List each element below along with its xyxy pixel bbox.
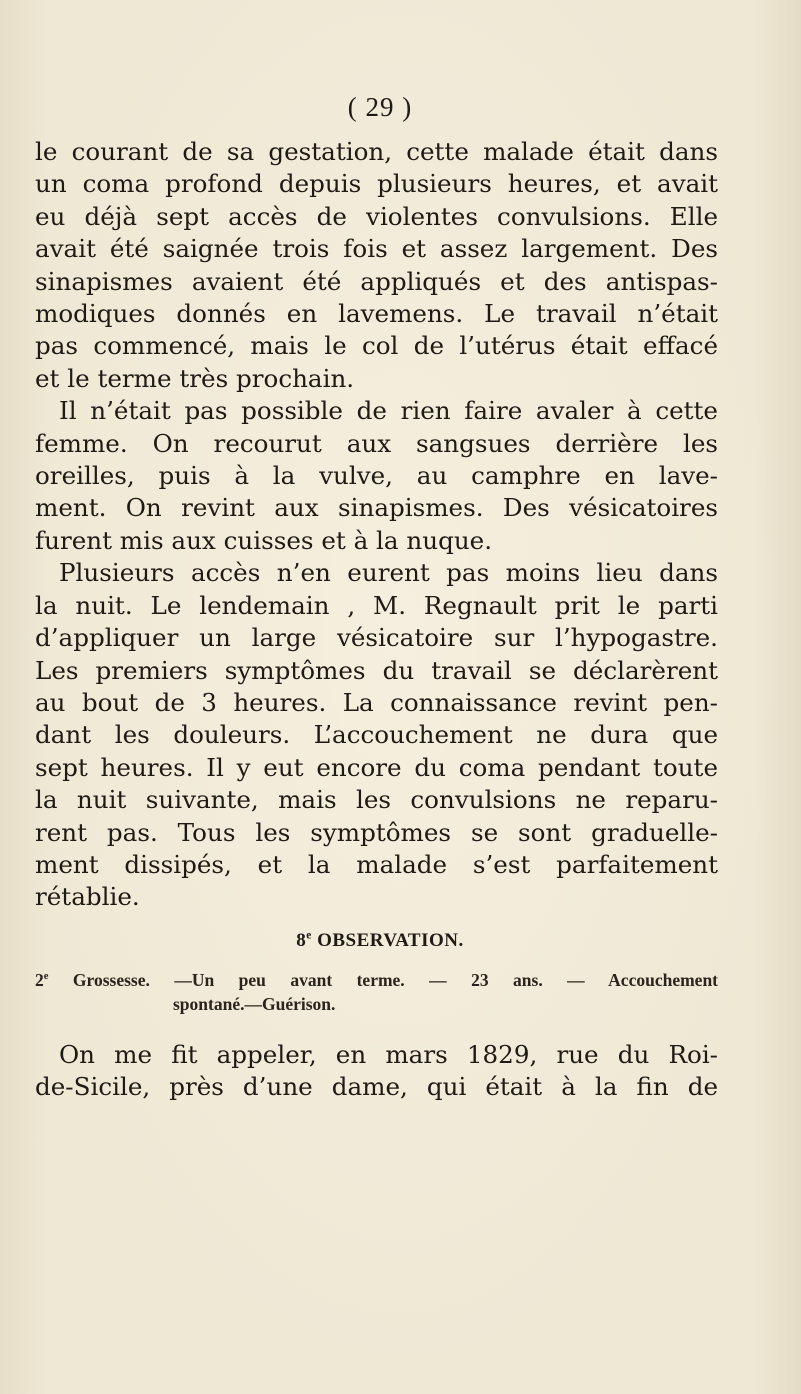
text-line: sinapismes avaient été appliqués et des antispas- <box>35 266 718 296</box>
observation-summary <box>35 968 718 1016</box>
observation-title: OBSERVATION. <box>317 930 464 951</box>
text-line: rent pas. Tous les symptômes se sont graduelle- <box>35 817 718 847</box>
text-line: la nuit suivante, mais les convulsions ne reparu- <box>35 785 718 815</box>
summary-line-1 <box>35 968 718 992</box>
summary-text-1: Grossesse. —Un peu avant terme. — 23 ans. — Accouchement <box>72 970 719 990</box>
body-text <box>35 136 718 914</box>
text-line: eu déjà sept accès de violentes convulsions. Elle <box>35 201 718 231</box>
paragraph-1 <box>35 136 718 395</box>
text-line: ment. On revint aux sinapismes. Des vésicatoires <box>35 493 718 523</box>
summary-number-suffix: e <box>43 971 49 983</box>
text-line: au bout de 3 heures. La connaissance revint pen- <box>35 687 718 717</box>
text-line: Les premiers symptômes du travail se déclarèrent <box>35 655 718 685</box>
text-line: de-Sicile, près d’une dame, qui était à la fin de <box>35 1072 718 1102</box>
paragraph-3 <box>35 557 718 913</box>
text-line: avait été saignée trois fois et assez largement. Des <box>35 234 718 264</box>
text-line: dant les douleurs. L’accouchement ne dura que <box>35 720 718 750</box>
text-line: oreilles, puis à la vulve, au camphre en lave- <box>35 461 718 491</box>
text-line: un coma profond depuis plusieurs heures, et avait <box>35 169 718 199</box>
text-line: modiques donnés en lavemens. Le travail n’était <box>35 299 718 329</box>
text-line: ment dissipés, et la malade s’est parfaitement <box>35 849 718 879</box>
text-line: pas commencé, mais le col de l’utérus était effacé <box>35 331 718 361</box>
observation-heading <box>0 930 760 952</box>
text-line: le courant de sa gestation, cette malade était dans <box>35 137 718 166</box>
observation-number: 8 <box>296 930 307 951</box>
text-line: Plusieurs accès n’en eurent pas moins lieu dans <box>59 558 718 588</box>
observation-number-suffix: e <box>306 929 312 942</box>
text-line: et le terme très prochain. <box>35 363 355 393</box>
text-line: rétablie. <box>35 882 140 912</box>
text-line: furent mis aux cuisses et à la nuque. <box>35 525 493 555</box>
page-number: ( 29 ) <box>347 92 413 122</box>
text-line: femme. On recourut aux sangsues derrière les <box>35 428 718 458</box>
text-line: Il n’était pas possible de rien faire avaler à cette <box>59 396 718 426</box>
text-line: On me fit appeler, en mars 1829, rue du Roi- <box>59 1040 718 1069</box>
text-line: sept heures. Il y eut encore du coma pendant toute <box>35 752 718 782</box>
paragraph-2 <box>35 395 718 557</box>
summary-number: 2 <box>35 970 44 990</box>
text-line: d’appliquer un large vésicatoire sur l’hypogastre. <box>35 623 718 653</box>
summary-line-2: spontané.—Guérison. <box>173 994 336 1014</box>
text-line: la nuit. Le lendemain , M. Regnault prit le parti <box>35 590 718 620</box>
closing-paragraph <box>35 1039 718 1104</box>
